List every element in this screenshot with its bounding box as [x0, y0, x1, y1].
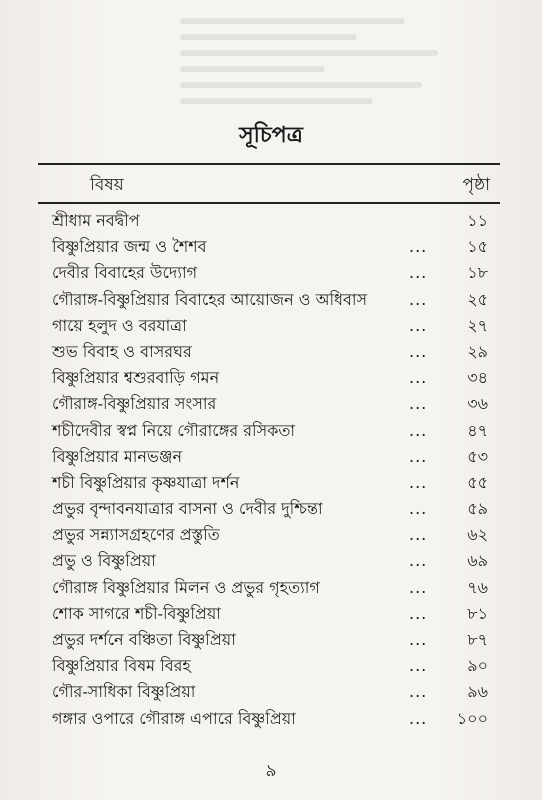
- entry-title: প্রভুর বৃন্দাবনযাত্রার বাসনা ও দেবীর দুশ্চিন্তা: [52, 499, 323, 519]
- entry-leader: ...: [409, 289, 428, 309]
- entry-title: গৌর-সাধিকা বিষ্ণুপ্রিয়া: [52, 682, 196, 702]
- entry-leader: ...: [409, 603, 428, 623]
- entry-leader: ...: [409, 499, 428, 519]
- entry-page: ৫৫: [467, 472, 488, 492]
- entry-page: ১৫: [467, 237, 488, 257]
- entry-page: ৩৪: [467, 368, 488, 388]
- entry-title: গৌরাঙ্গ বিষ্ণুপ্রিয়ার মিলন ও প্রভুর গৃহত্যাগ: [52, 577, 320, 597]
- entry-title: দেবীর বিবাহের উদ্যোগ: [52, 263, 198, 283]
- entry-leader: ...: [409, 630, 428, 649]
- contents-entry: [52, 548, 488, 574]
- entry-page: ৯০: [467, 656, 488, 676]
- contents-list: [52, 208, 488, 732]
- contents-entry: [52, 444, 488, 470]
- contents-entry: [52, 287, 488, 313]
- entry-page: ২৭: [467, 315, 488, 335]
- entry-title: গৌরাঙ্গ-বিষ্ণুপ্রিয়ার সংসার: [52, 394, 217, 414]
- entry-title: বিষ্ণুপ্রিয়ার শ্বশুরবাড়ি গমন: [52, 368, 220, 388]
- contents-entry: [52, 679, 488, 705]
- entry-page: ১১: [467, 211, 488, 230]
- entry-leader: ...: [409, 525, 428, 545]
- contents-entry: [52, 208, 488, 234]
- entry-title: গঙ্গার ওপারে গৌরাঙ্গ এপারে বিষ্ণুপ্রিয়া: [52, 708, 296, 728]
- contents-entry: [52, 260, 488, 286]
- entry-page: ১০০: [456, 708, 488, 728]
- contents-entry: [52, 496, 488, 522]
- entry-title: শচীদেবীর স্বপ্ন নিয়ে গৌরাঙ্গের রসিকতা: [52, 420, 296, 440]
- contents-entry: [52, 339, 488, 365]
- contents-entry: [52, 418, 488, 444]
- entry-title: শোক সাগরে শচী-বিষ্ণুপ্রিয়া: [52, 603, 221, 623]
- entry-page: ৩৬: [467, 394, 488, 414]
- entry-title: শ্রীধাম নবদ্বীপ: [52, 211, 140, 230]
- entry-title: বিষ্ণুপ্রিয়ার জন্ম ও শৈশব: [52, 237, 207, 257]
- contents-entry: [52, 706, 488, 732]
- entry-leader: ...: [409, 368, 428, 388]
- contents-entry: [52, 391, 488, 417]
- entry-title: প্রভুর দর্শনে বঞ্চিতা বিষ্ণুপ্রিয়া: [52, 630, 236, 649]
- entry-page: ৪৭: [467, 420, 488, 440]
- entry-leader: ...: [409, 446, 428, 466]
- entry-page: ২৯: [467, 341, 488, 361]
- entry-title: বিষ্ণুপ্রিয়ার মানভঞ্জন: [52, 446, 183, 466]
- entry-page: ২৫: [467, 289, 488, 309]
- contents-entry: [52, 627, 488, 653]
- entry-leader: ...: [409, 394, 428, 414]
- entry-page: ৯৬: [467, 682, 488, 702]
- contents-entry: [52, 365, 488, 391]
- entry-leader: ...: [409, 708, 428, 728]
- entry-leader: ...: [409, 315, 428, 335]
- entry-page: ৭৬: [467, 577, 488, 597]
- entry-leader: ...: [409, 341, 428, 361]
- entry-title: গৌরাঙ্গ-বিষ্ণুপ্রিয়ার বিবাহের আয়োজন ও অধিবাস: [52, 289, 368, 309]
- column-header-page: পৃষ্ঠা: [462, 175, 490, 195]
- entry-page: ৫৯: [467, 499, 488, 519]
- header-top-rule: [38, 163, 500, 165]
- header-bottom-rule: [38, 202, 500, 204]
- entry-page: ৬৯: [467, 551, 488, 571]
- entry-leader: ...: [409, 420, 428, 440]
- column-header-subject: বিষয়: [90, 175, 124, 195]
- entry-page: ৫৩: [467, 446, 488, 466]
- entry-leader: ...: [409, 472, 428, 492]
- contents-entry: [52, 601, 488, 627]
- entry-page: ১৮: [467, 263, 488, 283]
- bleed-through-texture: [180, 18, 502, 128]
- entry-leader: ...: [409, 577, 428, 597]
- contents-entry: [52, 653, 488, 679]
- contents-entry: [52, 575, 488, 601]
- entry-leader: ...: [409, 656, 428, 676]
- entry-page: ৮৭: [467, 630, 488, 649]
- entry-page: ৮১: [467, 603, 488, 623]
- contents-entry: [52, 522, 488, 548]
- entry-title: গায়ে হলুদ ও বরযাত্রা: [52, 315, 187, 335]
- contents-entry: [52, 234, 488, 260]
- entry-leader: ...: [409, 263, 428, 283]
- entry-title: প্রভুর সন্ন্যাসগ্রহণের প্রস্তুতি: [52, 525, 220, 545]
- entry-page: ৬২: [467, 525, 488, 545]
- entry-leader: ...: [409, 237, 428, 257]
- entry-leader: ...: [409, 551, 428, 571]
- page-title: সূচিপত্র: [239, 122, 303, 148]
- contents-entry: [52, 313, 488, 339]
- entry-title: প্রভু ও বিষ্ণুপ্রিয়া: [52, 551, 156, 571]
- contents-entry: [52, 470, 488, 496]
- entry-title: শুভ বিবাহ ও বাসরঘর: [52, 341, 192, 361]
- entry-title: বিষ্ণুপ্রিয়ার বিষম বিরহ: [52, 656, 191, 676]
- page-number: ৯: [265, 761, 277, 781]
- entry-leader: ...: [409, 682, 428, 702]
- entry-title: শচী বিষ্ণুপ্রিয়ার কৃষ্ণযাত্রা দর্শন: [52, 472, 240, 492]
